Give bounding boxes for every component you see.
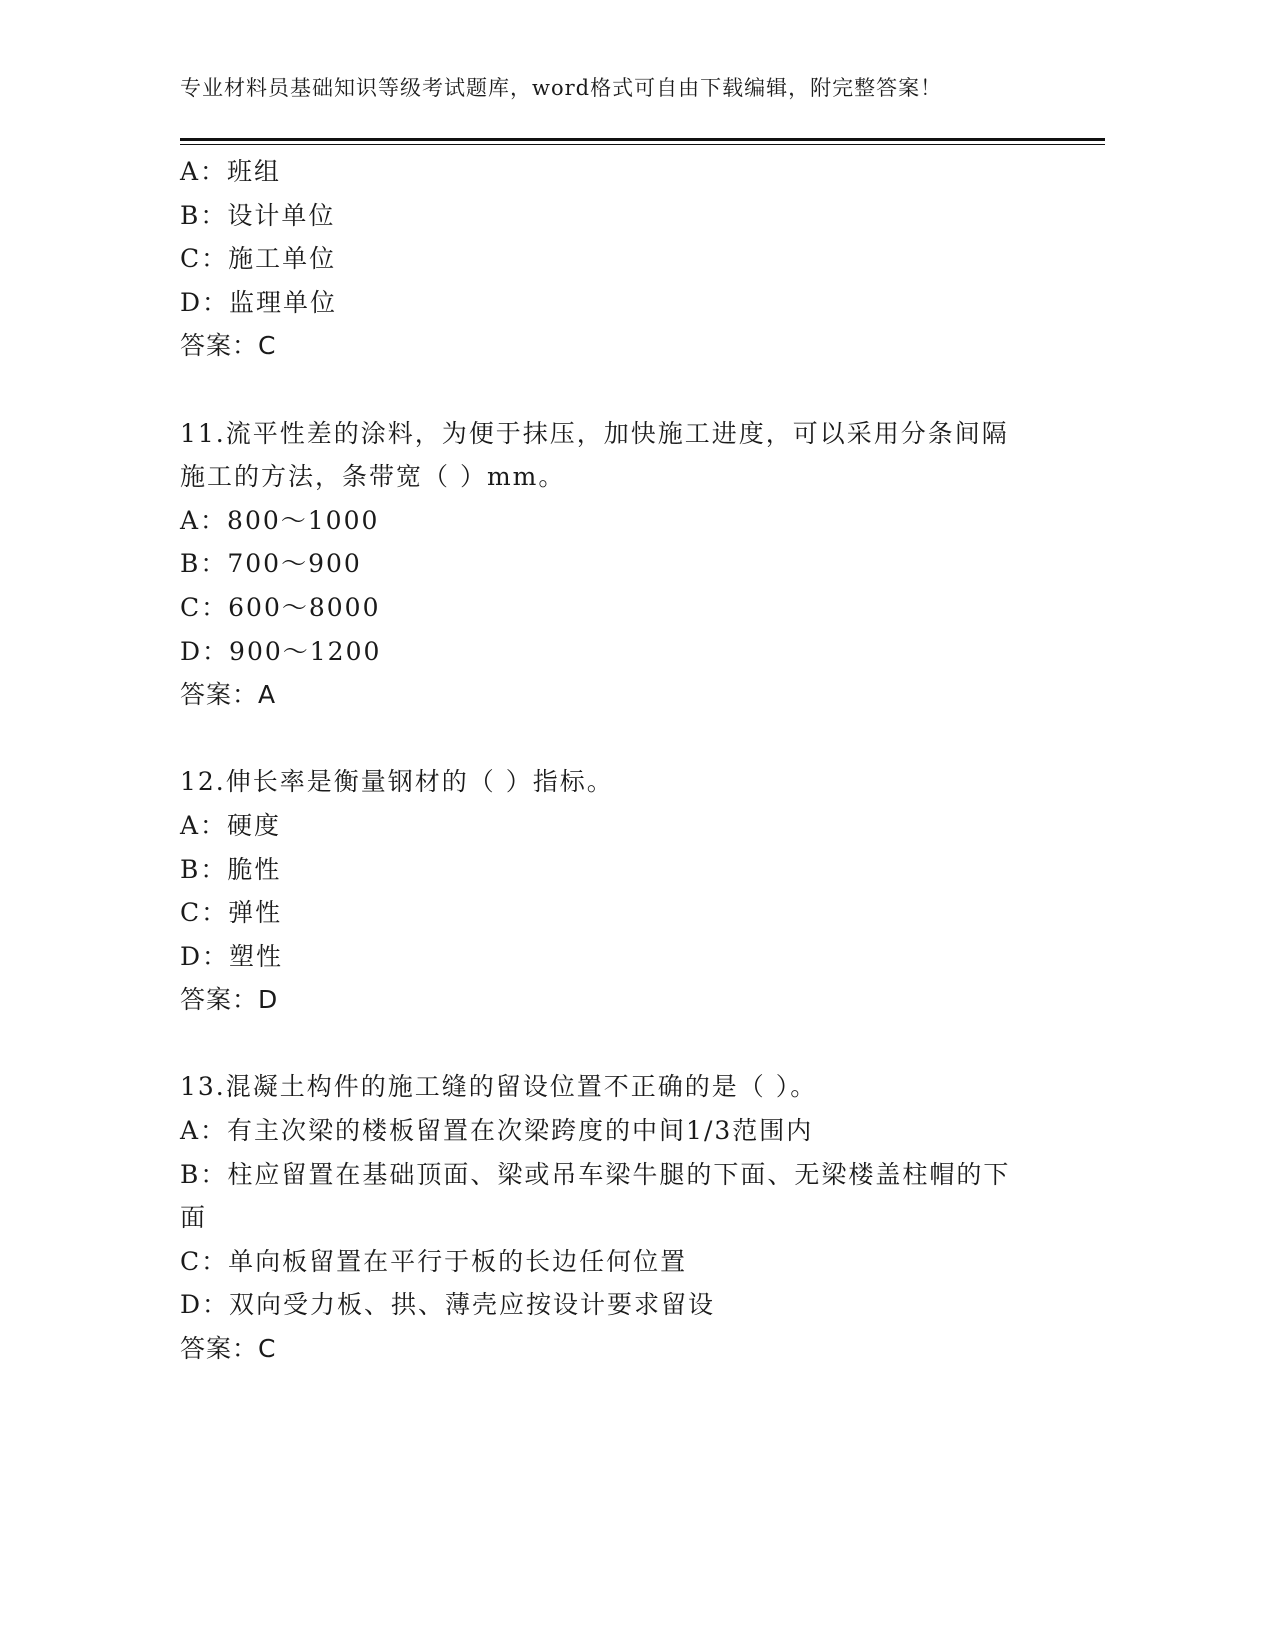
option-b: B：700～900 (180, 549, 362, 579)
option-d: D：塑性 (180, 941, 284, 971)
question-content (180, 150, 1030, 1371)
header-divider-thick (180, 138, 1105, 141)
answer-line: 答案：A (180, 680, 277, 710)
option-d: D：双向受力板、拱、薄壳应按设计要求留设 (180, 1290, 716, 1320)
page-header: 专业材料员基础知识等级考试题库，word格式可自由下载编辑，附完整答案！ (180, 76, 943, 100)
option-a: A：班组 (180, 157, 282, 186)
option-d: D：900～1200 (180, 636, 382, 666)
answer-line: 答案：C (180, 331, 277, 361)
option-d: D：监理单位 (180, 287, 338, 317)
answer-line: 答案：D (180, 985, 279, 1015)
option-c: C：单向板留置在平行于板的长边任何位置 (180, 1246, 688, 1276)
option-b: B：脆性 (180, 854, 282, 884)
answer-line: 答案：C (180, 1334, 277, 1364)
question-13 (180, 1065, 1030, 1370)
question-stem: 11.流平性差的涂料，为便于抹压，加快施工进度，可以采用分条间隔 (180, 418, 1009, 448)
option-b: B：设计单位 (180, 200, 336, 230)
question-11 (180, 412, 1030, 717)
question-12 (180, 760, 1030, 1022)
question-stem: 13.混凝土构件的施工缝的留设位置不正确的是（ ）。 (180, 1072, 818, 1102)
question-stem-continued: 施工的方法，条带宽（ ）mm。 (180, 462, 566, 492)
option-c: C：施工单位 (180, 244, 337, 274)
question-10-continued (180, 150, 1030, 368)
option-c: C：弹性 (180, 898, 283, 928)
spacer (180, 717, 1030, 761)
option-a: A：硬度 (180, 810, 282, 840)
option-b-continued: 面 (180, 1203, 208, 1233)
header-divider-thin (180, 144, 1105, 145)
option-b: B：柱应留置在基础顶面、梁或吊车梁牛腿的下面、无梁楼盖柱帽的下 (180, 1159, 1011, 1189)
option-a: A：800～1000 (180, 505, 380, 535)
option-c: C：600～8000 (180, 592, 381, 622)
question-stem: 12.伸长率是衡量钢材的（ ）指标。 (180, 767, 614, 797)
spacer (180, 1022, 1030, 1066)
option-a: A：有主次梁的楼板留置在次梁跨度的中间1/3范围内 (180, 1116, 814, 1146)
spacer (180, 368, 1030, 412)
